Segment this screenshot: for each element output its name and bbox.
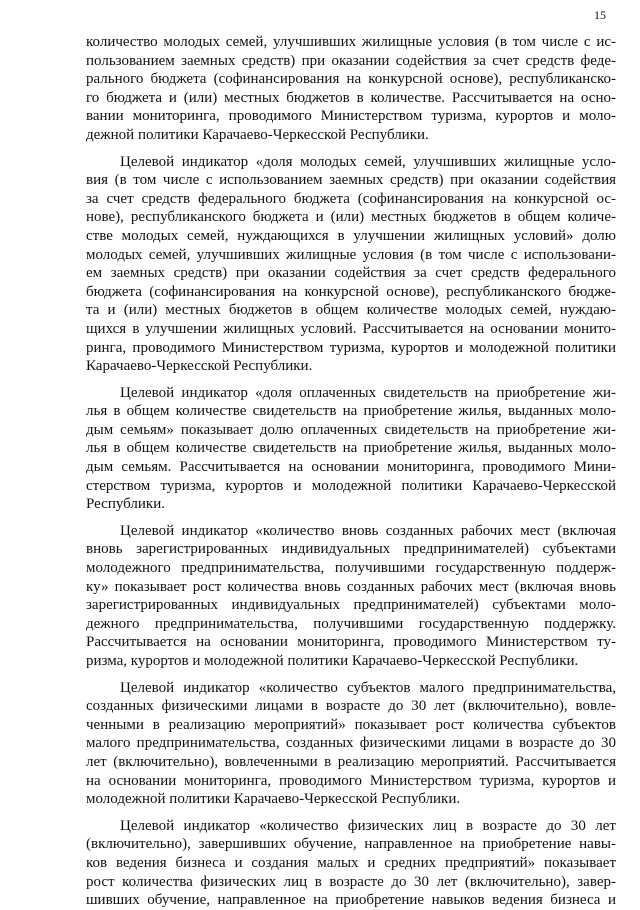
text-line: вия (в том числе с использованием заемных средств) при оказании содействия [86, 172, 616, 189]
text-line: вании мониторинга, проводимого Министерством туризма, курортов и моло- [86, 108, 616, 125]
text-line: го бюджета и (или) местных бюджетов в количестве. Рассчитывается на осно- [86, 89, 616, 106]
text-line: шивших обучение, направленное на приобретение навыков ведения бизнеса и [86, 892, 616, 909]
text-line: Целевой индикатор «доля молодых семей, улучшивших жилищные усло- [120, 153, 616, 170]
text-line: ризма, курортов и молодежной политики Карачаево-Черкесской Республики. [86, 653, 579, 669]
text-line: бюджета (софинансирования на конкурсной основе), республиканского бюдже- [86, 283, 616, 300]
text-line: нове), республиканского бюджета и (или) местных бюджетов в общем количе- [86, 209, 616, 226]
page-number: 15 [594, 8, 606, 22]
text-line: стве молодых семей, нуждающихся в улучшении жилищных условий» долю [86, 227, 616, 244]
text-line: рост количества физических лиц в возрасте до 30 лет (включительно), завер- [86, 873, 616, 890]
text-line: на основании мониторинга, проводимого Министерством туризма, курортов и [86, 772, 616, 789]
text-line: малого предпринимательства, созданных физическими лицами в возрасте до 30 [86, 735, 616, 752]
text-line: вновь зарегистрированных индивидуальных предпринимателей) субъектами [86, 541, 616, 558]
body-text [86, 33, 616, 910]
text-line: ем заемных средств) при оказании содействия за счет средств федерального [86, 265, 616, 282]
text-line: Карачаево-Черкесской Республики. [86, 358, 313, 375]
text-line: пользованием заемных средств) при оказании содействия за счет средств феде- [86, 52, 616, 69]
paragraph [86, 384, 616, 514]
paragraph [86, 153, 616, 376]
text-line: молодежной политики Карачаево-Черкесской Республики. [86, 791, 461, 808]
paragraph [86, 522, 616, 671]
text-line: Целевой индикатор «количество субъектов малого предпринимательства, [120, 679, 616, 696]
text-line: ринга, проводимого Министерством туризма, курортов и молодежной политики [86, 339, 616, 356]
text-line: та и (или) местных бюджетов в общем количестве молодых семей, нуждаю- [86, 302, 616, 319]
text-line: молодежного предпринимательства, получившими государственную поддерж- [86, 560, 616, 577]
text-line: дежной политики Карачаево-Черкесской Республики. [86, 126, 429, 143]
text-line: зарегистрированных индивидуальных предпринимателей) субъектами моло- [86, 597, 616, 614]
text-line: созданных физическими лицами в возрасте до 30 лет (включительно), вовле- [86, 698, 616, 715]
text-line: Целевой индикатор «количество физических лиц в возрасте до 30 лет [120, 817, 616, 834]
text-line: ченными в реализацию мероприятий» показывает рост количества субъектов [86, 716, 616, 733]
paragraph [86, 679, 616, 809]
text-line: рального бюджета (софинансирования на конкурсной основе), республиканско- [86, 71, 616, 88]
text-line: дежного предпринимательства, получившими государственную поддержку. [86, 615, 616, 632]
text-line: дым семьям» показывает долю оплаченных свидетельств на приобретение жи- [86, 421, 616, 438]
text-line: Целевой индикатор «количество вновь созданных рабочих мест (включая [120, 522, 616, 539]
text-line: лья в общем количестве свидетельств на приобретение жилья, выданных моло- [86, 440, 616, 457]
text-line: щихся в улучшении жилищных условий. Рассчитывается на основании монито- [86, 320, 616, 337]
text-line: молодых семей, улучшивших жилищные условия (в том числе с использовани- [86, 246, 616, 263]
paragraph [86, 817, 616, 910]
text-line: ку» показывает рост количества вновь созданных рабочих мест (включая вновь [86, 578, 616, 595]
text-line: лья в общем количестве свидетельств на приобретение жилья, выданных моло- [86, 403, 616, 420]
text-line: за счет средств федерального бюджета (софинансирования на конкурсной ос- [86, 190, 616, 207]
paragraph [86, 33, 616, 145]
text-line: Рассчитывается на основании мониторинга, проводимого Министерством ту- [86, 634, 616, 651]
text-line: дым семьям. Рассчитывается на основании мониторинга, проводимого Мини- [86, 459, 616, 476]
text-line: (включительно), завершивших обучение, направленное на приобретение навы- [86, 836, 616, 853]
text-line: Республики. [86, 496, 165, 513]
text-line: лет (включительно), вовлеченными в реализацию мероприятий. Рассчитывается [86, 753, 616, 770]
text-line: ков ведения бизнеса и создания малых и средних предприятий» показывает [86, 854, 616, 871]
text-line: количество молодых семей, улучшивших жилищные условия (в том числе с ис- [86, 34, 616, 50]
text-line: стерством туризма, курортов и молодежной политики Карачаево-Черкесской [86, 477, 616, 494]
text-line: Целевой индикатор «доля оплаченных свидетельств на приобретение жи- [120, 384, 616, 401]
